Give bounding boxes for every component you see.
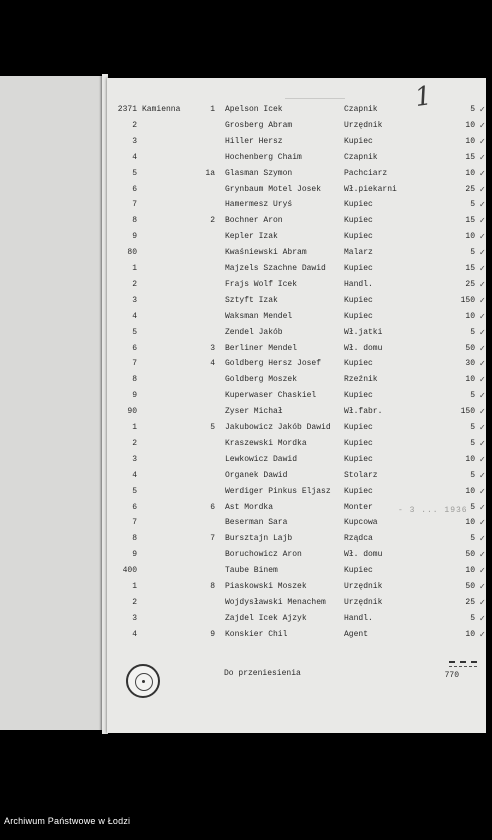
house-number: 1a — [205, 168, 215, 178]
amount: 10 — [465, 629, 475, 639]
check-mark-icon: ✓ — [479, 375, 486, 385]
check-mark-icon: ✓ — [479, 168, 486, 178]
table-row — [107, 374, 486, 390]
table-row — [107, 136, 486, 152]
person-name: Beserman Sara — [225, 518, 288, 528]
check-mark-icon: ✓ — [479, 216, 486, 226]
amount: 5 — [470, 327, 475, 337]
entry-number: 8 — [132, 375, 137, 385]
house-number: 6 — [210, 502, 215, 512]
table-row — [107, 343, 486, 359]
entry-number: 9 — [132, 391, 137, 401]
occupation: Kupiec — [344, 136, 373, 146]
street-name: Kamienna — [142, 105, 181, 114]
check-mark-icon: ✓ — [479, 311, 486, 321]
house-number: 8 — [210, 582, 215, 591]
check-mark-icon: ✓ — [479, 105, 486, 114]
check-mark-icon: ✓ — [479, 184, 486, 194]
check-mark-icon: ✓ — [479, 613, 486, 623]
entry-number: 1 — [132, 423, 137, 432]
check-mark-icon: ✓ — [479, 327, 486, 337]
house-number: 9 — [210, 629, 215, 639]
check-mark-icon: ✓ — [479, 152, 486, 162]
occupation: Wł. domu — [344, 550, 383, 560]
house-number: 2 — [210, 216, 215, 226]
person-name: Glasman Szymon — [225, 168, 293, 178]
occupation: Urzędnik — [344, 597, 383, 607]
occupation: Stolarz — [344, 470, 378, 480]
occupation: Kupiec — [344, 216, 373, 226]
check-mark-icon: ✓ — [479, 407, 486, 417]
entry-number: 8 — [132, 216, 137, 226]
occupation: Urzędnik — [344, 582, 383, 591]
check-mark-icon: ✓ — [479, 359, 486, 369]
check-mark-icon: ✓ — [479, 518, 486, 528]
check-mark-icon: ✓ — [479, 470, 486, 480]
amount: 5 — [470, 438, 475, 448]
table-row — [107, 120, 486, 136]
table-row — [107, 199, 486, 215]
house-number: 3 — [210, 343, 215, 353]
person-name: Wojdysławski Menachem — [225, 597, 326, 607]
person-name: Jakubowicz Jakób Dawid — [225, 423, 331, 432]
check-mark-icon: ✓ — [479, 550, 486, 560]
table-row — [107, 168, 486, 184]
entry-number: 3 — [132, 136, 137, 146]
person-name: Goldberg Moszek — [225, 375, 298, 385]
check-mark-icon: ✓ — [479, 248, 486, 258]
person-name: Berliner Mendel — [225, 343, 298, 353]
person-name: Lewkowicz Dawid — [225, 454, 298, 464]
person-name: Kwaśniewski Abram — [225, 248, 307, 258]
table-row — [107, 438, 486, 454]
check-mark-icon: ✓ — [479, 391, 486, 401]
archive-label: Archiwum Państwowe w Łodzi — [4, 816, 131, 826]
amount: 5 — [470, 423, 475, 432]
occupation: Handl. — [344, 613, 373, 623]
amount: 10 — [465, 136, 475, 146]
check-mark-icon: ✓ — [479, 438, 486, 448]
carry-forward-total: 770 — [444, 671, 459, 680]
check-mark-icon: ✓ — [479, 502, 486, 512]
occupation: Wł.piekarni — [344, 184, 397, 194]
person-name: Grosberg Abram — [225, 120, 293, 130]
occupation: Kupiec — [344, 295, 373, 305]
house-number: 1 — [210, 105, 215, 114]
amount: 50 — [465, 550, 475, 560]
occupation: Monter — [344, 502, 373, 512]
table-row — [107, 390, 486, 406]
occupation: Kupiec — [344, 391, 373, 401]
person-name: Werdiger Pinkus Eljasz — [225, 486, 331, 496]
entry-number: 400 — [122, 566, 137, 576]
amount: 5 — [470, 470, 475, 480]
occupation: Kupiec — [344, 486, 373, 496]
person-name: Bursztajn Lajb — [225, 534, 293, 544]
amount: 10 — [465, 375, 475, 385]
person-name: Taube Binem — [225, 566, 278, 576]
table-row — [107, 406, 486, 422]
check-mark-icon: ✓ — [479, 423, 486, 432]
entry-number: 7 — [132, 359, 137, 369]
check-mark-icon: ✓ — [479, 136, 486, 146]
carry-forward-label: Do przeniesienia — [224, 669, 301, 678]
entry-number: 80 — [127, 248, 137, 258]
table-row — [107, 533, 486, 549]
occupation: Kupiec — [344, 438, 373, 448]
occupation: Rządca — [344, 534, 373, 544]
seal-center — [142, 680, 145, 683]
amount: 10 — [465, 120, 475, 130]
table-row — [107, 454, 486, 470]
house-number: 7 — [210, 534, 215, 544]
occupation: Czapnik — [344, 152, 378, 162]
occupation: Kupiec — [344, 566, 373, 576]
check-mark-icon: ✓ — [479, 454, 486, 464]
table-row — [107, 247, 486, 263]
check-mark-icon: ✓ — [479, 279, 486, 289]
person-name: Hamermesz Uryś — [225, 200, 293, 210]
entry-number: 9 — [132, 550, 137, 560]
occupation: Malarz — [344, 248, 373, 258]
occupation: Kupiec — [344, 454, 373, 464]
table-row — [107, 152, 486, 168]
table-row — [107, 565, 486, 581]
person-name: Hiller Hersz — [225, 136, 283, 146]
amount: 150 — [460, 295, 475, 305]
occupation: Kupcowa — [344, 518, 378, 528]
table-row — [107, 311, 486, 327]
table-row — [107, 613, 486, 629]
table-row — [107, 231, 486, 247]
entry-number: 5 — [132, 168, 137, 178]
table-row — [107, 581, 486, 597]
person-name: Piaskowski Moszek — [225, 582, 307, 591]
check-mark-icon: ✓ — [479, 343, 486, 353]
amount: 10 — [465, 454, 475, 464]
amount: 10 — [465, 311, 475, 321]
entry-number: 5 — [132, 486, 137, 496]
occupation: Czapnik — [344, 105, 378, 114]
amount: 50 — [465, 343, 475, 353]
person-name: Apelson Icek — [225, 105, 283, 114]
entry-number: 2 — [132, 120, 137, 130]
entry-number: 6 — [132, 502, 137, 512]
archive-seal — [126, 664, 160, 698]
person-name: Frajs Wolf Icek — [225, 279, 298, 289]
occupation: Urzędnik — [344, 120, 383, 130]
person-name: Hochenberg Chaim — [225, 152, 302, 162]
page-number: 1 — [412, 80, 434, 114]
entry-number: 2 — [132, 279, 137, 289]
entry-number: 2371 — [117, 105, 137, 114]
person-name: Waksman Mendel — [225, 311, 293, 321]
person-name: Majzels Szachne Dawid — [225, 264, 326, 273]
table-row — [107, 486, 486, 502]
amount: 5 — [470, 502, 475, 512]
table-row — [107, 422, 486, 438]
entry-number: 3 — [132, 295, 137, 305]
person-name: Zendel Jakób — [225, 327, 283, 337]
check-mark-icon: ✓ — [479, 566, 486, 576]
entry-number: 1 — [132, 582, 137, 591]
person-name: Zyser Michał — [225, 407, 283, 417]
amount: 25 — [465, 184, 475, 194]
amount: 25 — [465, 597, 475, 607]
entry-number: 4 — [132, 629, 137, 639]
entry-number: 1 — [132, 264, 137, 273]
person-name: Sztyft Izak — [225, 295, 278, 305]
amount: 15 — [465, 264, 475, 273]
check-mark-icon: ✓ — [479, 486, 486, 496]
amount: 10 — [465, 566, 475, 576]
register-page — [107, 78, 486, 733]
house-number: 5 — [210, 423, 215, 432]
entry-number: 9 — [132, 232, 137, 242]
amount: 5 — [470, 248, 475, 258]
occupation: Wł.jatki — [344, 327, 383, 337]
total-rule — [449, 661, 477, 663]
table-row — [107, 327, 486, 343]
occupation: Kupiec — [344, 423, 373, 432]
entry-number: 7 — [132, 518, 137, 528]
check-mark-icon: ✓ — [479, 120, 486, 130]
occupation: Pachciarz — [344, 168, 388, 178]
occupation: Kupiec — [344, 264, 373, 273]
total-rule-second — [449, 666, 477, 667]
occupation: Kupiec — [344, 359, 373, 369]
person-name: Zajdel Icek Ajzyk — [225, 613, 307, 623]
left-page-edge — [0, 76, 106, 730]
amount: 50 — [465, 582, 475, 591]
entry-number: 4 — [132, 311, 137, 321]
entry-number: 7 — [132, 200, 137, 210]
table-row — [107, 215, 486, 231]
person-name: Goldberg Hersz Josef — [225, 359, 322, 369]
occupation: Handl. — [344, 279, 373, 289]
amount: 5 — [470, 391, 475, 401]
occupation: Kupiec — [344, 232, 373, 242]
amount: 5 — [470, 613, 475, 623]
occupation: Wł.fabr. — [344, 407, 383, 417]
person-name: Kraszewski Mordka — [225, 438, 307, 448]
occupation: Kupiec — [344, 200, 373, 210]
check-mark-icon: ✓ — [479, 264, 486, 273]
occupation: Wł. domu — [344, 343, 383, 353]
check-mark-icon: ✓ — [479, 534, 486, 544]
entry-number: 3 — [132, 613, 137, 623]
amount: 15 — [465, 152, 475, 162]
table-row — [107, 279, 486, 295]
amount: 10 — [465, 232, 475, 242]
occupation: Kupiec — [344, 311, 373, 321]
entry-number: 3 — [132, 454, 137, 464]
table-row — [107, 470, 486, 486]
table-row — [107, 549, 486, 565]
person-name: Konskier Chil — [225, 629, 288, 639]
amount: 5 — [470, 200, 475, 210]
table-row — [107, 629, 486, 645]
entry-number: 6 — [132, 184, 137, 194]
entry-number: 5 — [132, 327, 137, 337]
table-row — [107, 104, 486, 120]
table-row — [107, 358, 486, 374]
occupation: Agent — [344, 629, 369, 639]
entry-number: 6 — [132, 343, 137, 353]
table-row — [107, 295, 486, 311]
person-name: Kuperwaser Chaskiel — [225, 391, 317, 401]
occupation: Rzeźnik — [344, 375, 378, 385]
amount: 10 — [465, 168, 475, 178]
table-row — [107, 184, 486, 200]
check-mark-icon: ✓ — [479, 232, 486, 242]
entry-number: 2 — [132, 438, 137, 448]
person-name: Grynbaum Motel Josek — [225, 184, 322, 194]
entry-number: 8 — [132, 534, 137, 544]
person-name: Bochner Aron — [225, 216, 283, 226]
check-mark-icon: ✓ — [479, 629, 486, 639]
amount: 10 — [465, 518, 475, 528]
person-name: Kepler Izak — [225, 232, 278, 242]
entry-number: 4 — [132, 152, 137, 162]
person-name: Ast Mordka — [225, 502, 274, 512]
amount: 30 — [465, 359, 475, 369]
amount: 5 — [470, 105, 475, 114]
check-mark-icon: ✓ — [479, 295, 486, 305]
person-name: Organek Dawid — [225, 470, 288, 480]
amount: 25 — [465, 279, 475, 289]
amount: 10 — [465, 486, 475, 496]
check-mark-icon: ✓ — [479, 582, 486, 591]
amount: 150 — [460, 407, 475, 417]
entry-number: 2 — [132, 597, 137, 607]
table-row — [107, 597, 486, 613]
table-row — [107, 517, 486, 533]
check-mark-icon: ✓ — [479, 200, 486, 210]
person-name: Boruchowicz Aron — [225, 550, 302, 560]
entry-number: 4 — [132, 470, 137, 480]
house-number: 4 — [210, 359, 215, 369]
table-row — [107, 263, 486, 279]
amount: 15 — [465, 216, 475, 226]
check-mark-icon: ✓ — [479, 597, 486, 607]
entry-number: 90 — [127, 407, 137, 417]
date-stamp: - 3 ... 1936 — [398, 506, 468, 515]
amount: 5 — [470, 534, 475, 544]
